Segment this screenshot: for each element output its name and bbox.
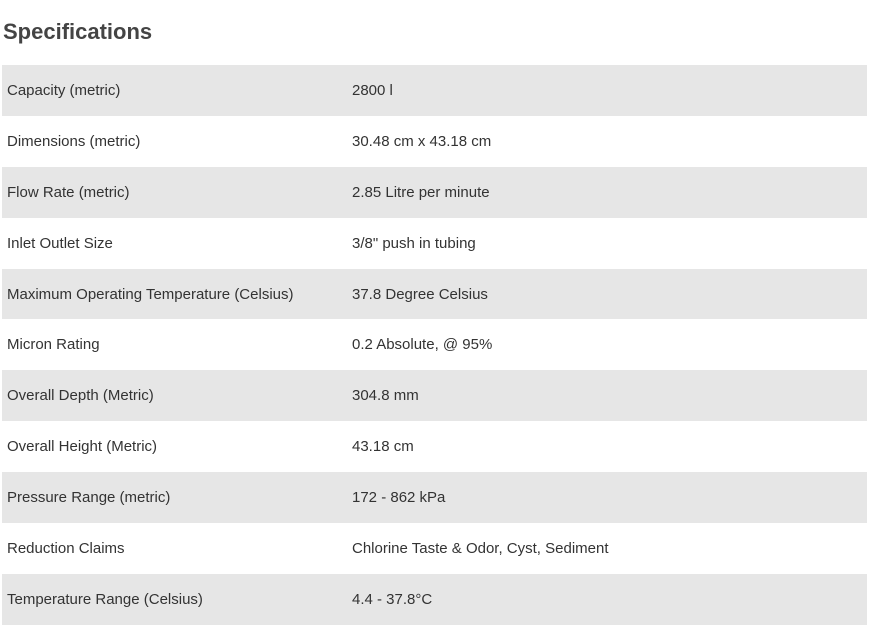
spec-label: Reduction Claims — [7, 539, 125, 557]
specifications-table — [2, 65, 867, 625]
spec-label: Overall Height (Metric) — [7, 438, 158, 456]
table-row — [2, 574, 867, 625]
table-row — [2, 472, 867, 523]
spec-value: 30.48 cm x 43.18 cm — [352, 132, 492, 150]
spec-label: Maximum Operating Temperature (Celsius) — [7, 285, 294, 303]
table-row — [2, 370, 867, 421]
spec-label: Flow Rate (metric) — [7, 183, 130, 201]
spec-label: Dimensions (metric) — [7, 132, 141, 150]
spec-label: Pressure Range (metric) — [7, 489, 171, 507]
page-title: Specifications — [3, 19, 153, 44]
spec-value: 3/8" push in tubing — [352, 234, 476, 252]
spec-value: 172 - 862 kPa — [352, 489, 446, 507]
spec-value: Chlorine Taste & Odor, Cyst, Sediment — [352, 539, 609, 557]
table-row — [2, 116, 867, 167]
spec-value: 304.8 mm — [352, 387, 419, 405]
spec-label: Inlet Outlet Size — [7, 234, 113, 252]
spec-value: 4.4 - 37.8°C — [352, 590, 433, 608]
spec-value: 37.8 Degree Celsius — [352, 285, 488, 303]
table-row — [2, 218, 867, 269]
spec-label: Micron Rating — [7, 336, 100, 354]
spec-value: 2.85 Litre per minute — [352, 183, 490, 201]
table-row — [2, 65, 867, 116]
table-row — [2, 269, 867, 320]
spec-value: 43.18 cm — [352, 438, 414, 456]
spec-label: Temperature Range (Celsius) — [7, 590, 203, 608]
spec-label: Capacity (metric) — [7, 81, 121, 99]
spec-value: 0.2 Absolute, @ 95% — [352, 336, 493, 354]
spec-value: 2800 l — [352, 81, 393, 99]
spec-label: Overall Depth (Metric) — [7, 387, 154, 405]
table-row — [2, 421, 867, 472]
table-row — [2, 167, 867, 218]
table-row — [2, 319, 867, 370]
table-row — [2, 523, 867, 574]
